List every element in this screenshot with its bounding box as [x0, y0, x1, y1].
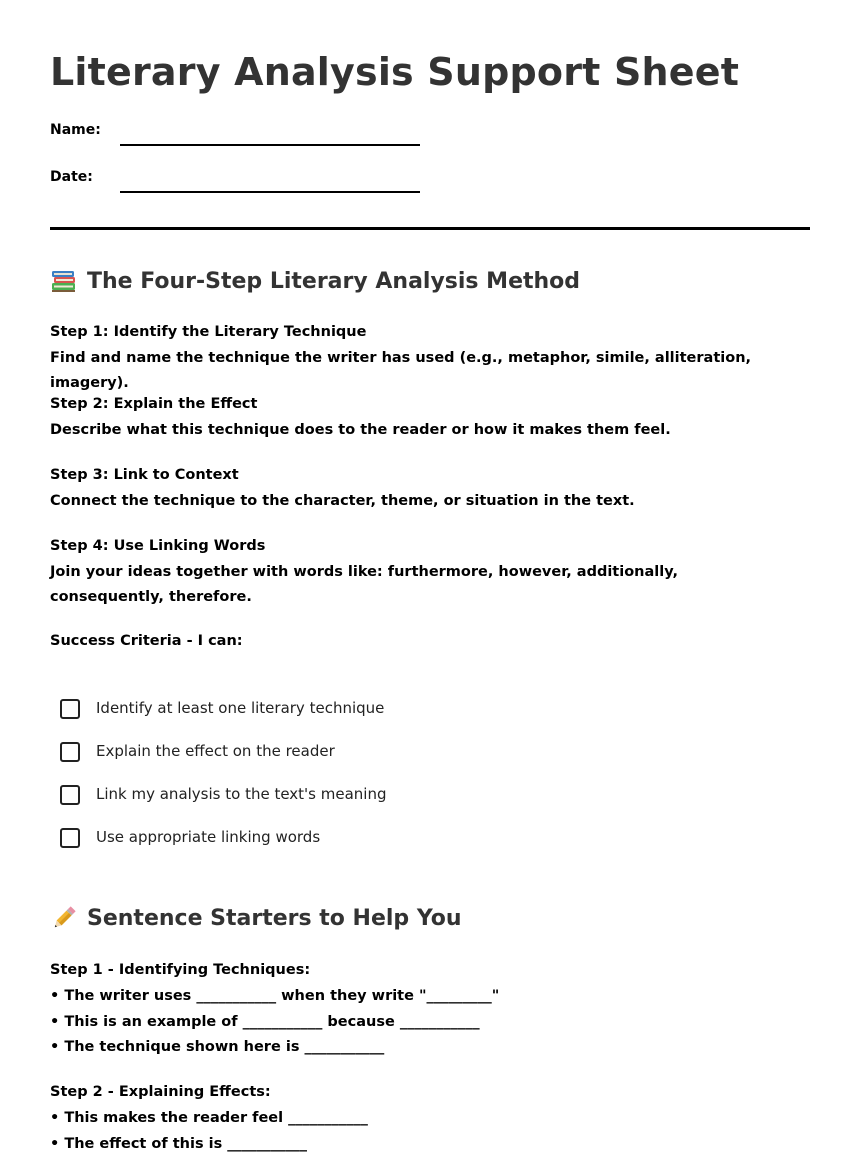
step-4	[50, 534, 750, 611]
name-input-line[interactable]	[120, 144, 420, 146]
criteria-item-label: Explain the effect on the reader	[96, 742, 335, 760]
starters-heading	[50, 904, 462, 932]
starter-group-2-title: Step 2 - Explaining Effects:	[50, 1084, 271, 1100]
date-field	[50, 169, 430, 193]
criteria-item[interactable]	[60, 697, 660, 740]
criteria-item[interactable]	[60, 783, 660, 826]
criteria-item-label: Link my analysis to the text's meaning	[96, 785, 387, 803]
starter-group-1	[50, 958, 810, 1061]
method-heading-text: The Four-Step Literary Analysis Method	[87, 268, 581, 294]
name-label: Name:	[50, 122, 101, 138]
starter-group-1-title: Step 1 - Identifying Techniques:	[50, 962, 311, 978]
criteria-item[interactable]	[60, 740, 660, 783]
criteria-item-label: Use appropriate linking words	[96, 828, 321, 846]
page-title: Literary Analysis Support Sheet	[50, 50, 740, 94]
success-criteria-label: Success Criteria - I can:	[50, 633, 243, 649]
success-criteria-list	[60, 697, 660, 869]
date-input-line[interactable]	[120, 191, 420, 193]
name-field	[50, 122, 430, 146]
criteria-item[interactable]	[60, 826, 660, 869]
starter-line: • The technique shown here is ___________	[50, 1039, 385, 1056]
step-2-description: Describe what this technique does to the reader or how it makes them feel.	[50, 421, 671, 438]
starters-heading-text: Sentence Starters to Help You	[87, 905, 462, 931]
step-4-title: Step 4: Use Linking Words	[50, 538, 266, 554]
method-heading	[50, 267, 580, 295]
step-2-title: Step 2: Explain the Effect	[50, 396, 258, 412]
checkbox[interactable]	[60, 785, 80, 805]
starter-line: • This is an example of ___________ because ___________	[50, 1013, 480, 1030]
step-1	[50, 320, 810, 397]
step-3	[50, 463, 810, 514]
pencil-icon	[50, 904, 78, 932]
starter-line: • The writer uses ___________ when they write "_________"	[50, 987, 500, 1004]
section-divider	[50, 227, 810, 230]
step-3-description: Connect the technique to the character, theme, or situation in the text.	[50, 492, 635, 509]
step-4-description: Join your ideas together with words like: furthermore, however, additionally, consequently, therefore.	[50, 563, 679, 605]
starter-group-2	[50, 1080, 810, 1157]
checkbox[interactable]	[60, 742, 80, 762]
checkbox[interactable]	[60, 828, 80, 848]
step-2	[50, 392, 810, 443]
step-3-title: Step 3: Link to Context	[50, 467, 239, 483]
checkbox[interactable]	[60, 699, 80, 719]
date-label: Date:	[50, 169, 93, 185]
books-icon	[50, 267, 78, 295]
step-1-title: Step 1: Identify the Literary Technique	[50, 324, 367, 340]
starter-line: • The effect of this is ___________	[50, 1135, 308, 1152]
criteria-item-label: Identify at least one literary technique	[96, 699, 385, 717]
starter-line: • This makes the reader feel ___________	[50, 1109, 368, 1126]
step-1-description: Find and name the technique the writer has used (e.g., metaphor, simile, alliteration, imagery).	[50, 349, 752, 391]
